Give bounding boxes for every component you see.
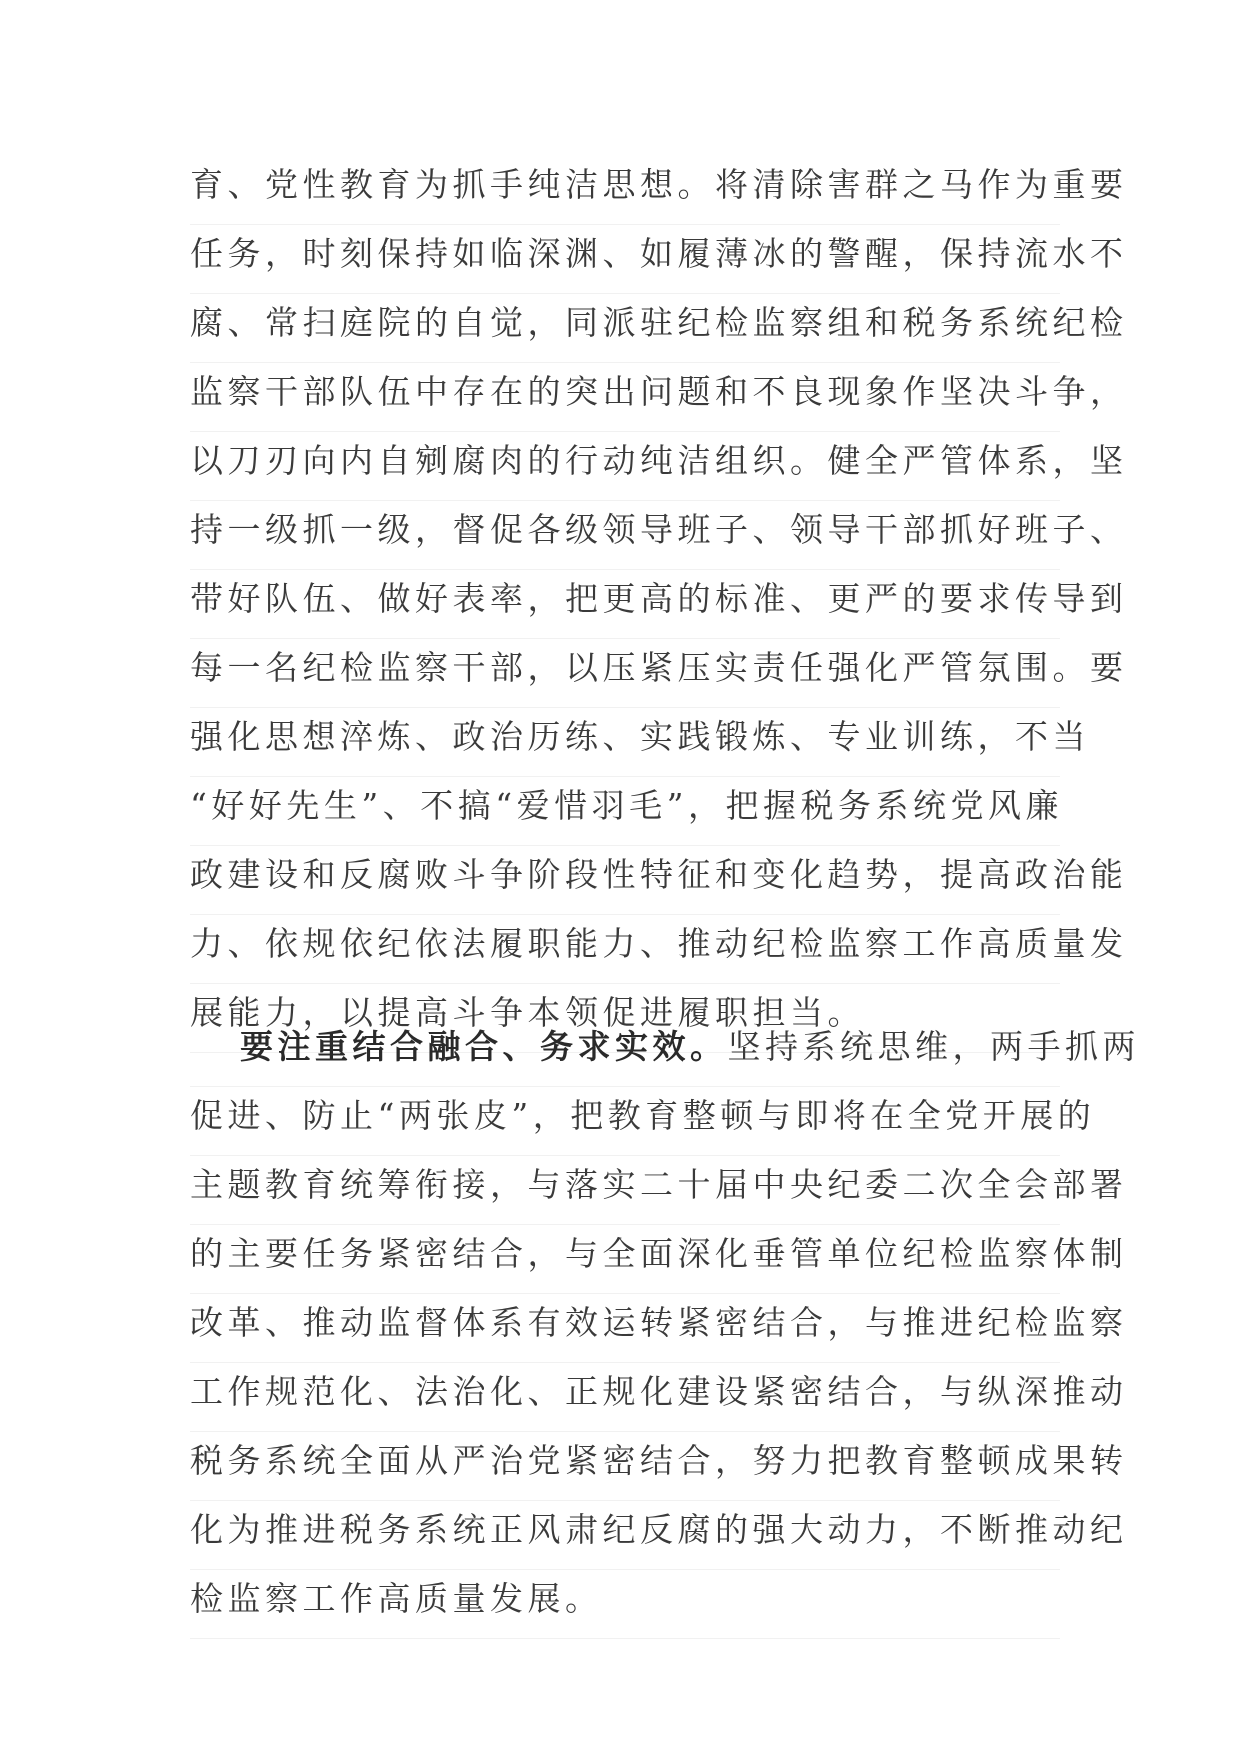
paragraph-line: 持一级抓一级，督促各级领导班子、领导干部抓好班子、 [190,501,1060,570]
paragraph-line: 改革、推动监督体系有效运转紧密结合，与推进纪检监察 [190,1294,1060,1363]
paragraph-first-line-text: 坚持系统思维，两手抓两 [727,1027,1140,1066]
paragraph-line: 强化思想淬炼、政治历练、实践锻炼、专业训练，不当 [190,708,1060,777]
paragraph-line: 监察干部队伍中存在的突出问题和不良现象作坚决斗争， [190,363,1060,432]
paragraph-line: 政建设和反腐败斗争阶段性特征和变化趋势，提高政治能 [190,846,1060,915]
paragraph-line: 每一名纪检监察干部，以压紧压实责任强化严管氛围。要 [190,639,1060,708]
paragraph-line: 腐、常扫庭院的自觉，同派驻纪检监察组和税务系统纪检 [190,294,1060,363]
paragraph-line: 任务，时刻保持如临深渊、如履薄冰的警醒，保持流水不 [190,225,1060,294]
paragraph-line: 化为推进税务系统正风肃纪反腐的强大动力，不断推动纪 [190,1501,1060,1570]
paragraph-line: 检监察工作高质量发展。 [190,1570,1060,1639]
paragraph-lead-heading: 要注重结合融合、务求实效。 [240,1027,728,1066]
paragraph-line: 税务系统全面从严治党紧密结合，努力把教育整顿成果转 [190,1432,1060,1501]
paragraph-line: 力、依规依纪依法履职能力、推动纪检监察工作高质量发 [190,915,1060,984]
paragraph-line: 的主要任务紧密结合，与全面深化垂管单位纪检监察体制 [190,1225,1060,1294]
paragraph-1 [190,156,1128,1053]
paragraph-2 [190,1018,1140,1639]
paragraph-line: 展能力，以提高斗争本领促进履职担当。 [190,984,1060,1053]
paragraph-first-line [190,1018,1140,1087]
paragraph-line: 促进、防止“两张皮”，把教育整顿与即将在全党开展的 [190,1087,1060,1156]
paragraph-line: 以刀刃向内自剜腐肉的行动纯洁组织。健全严管体系，坚 [190,432,1060,501]
paragraph-line: 育、党性教育为抓手纯洁思想。将清除害群之马作为重要 [190,156,1060,225]
paragraph-line: 主题教育统筹衔接，与落实二十届中央纪委二次全会部署 [190,1156,1060,1225]
paragraph-line: “好好先生”、不搞“爱惜羽毛”，把握税务系统党风廉 [190,777,1060,846]
paragraph-line: 工作规范化、法治化、正规化建设紧密结合，与纵深推动 [190,1363,1060,1432]
paragraph-line: 带好队伍、做好表率，把更高的标准、更严的要求传导到 [190,570,1060,639]
